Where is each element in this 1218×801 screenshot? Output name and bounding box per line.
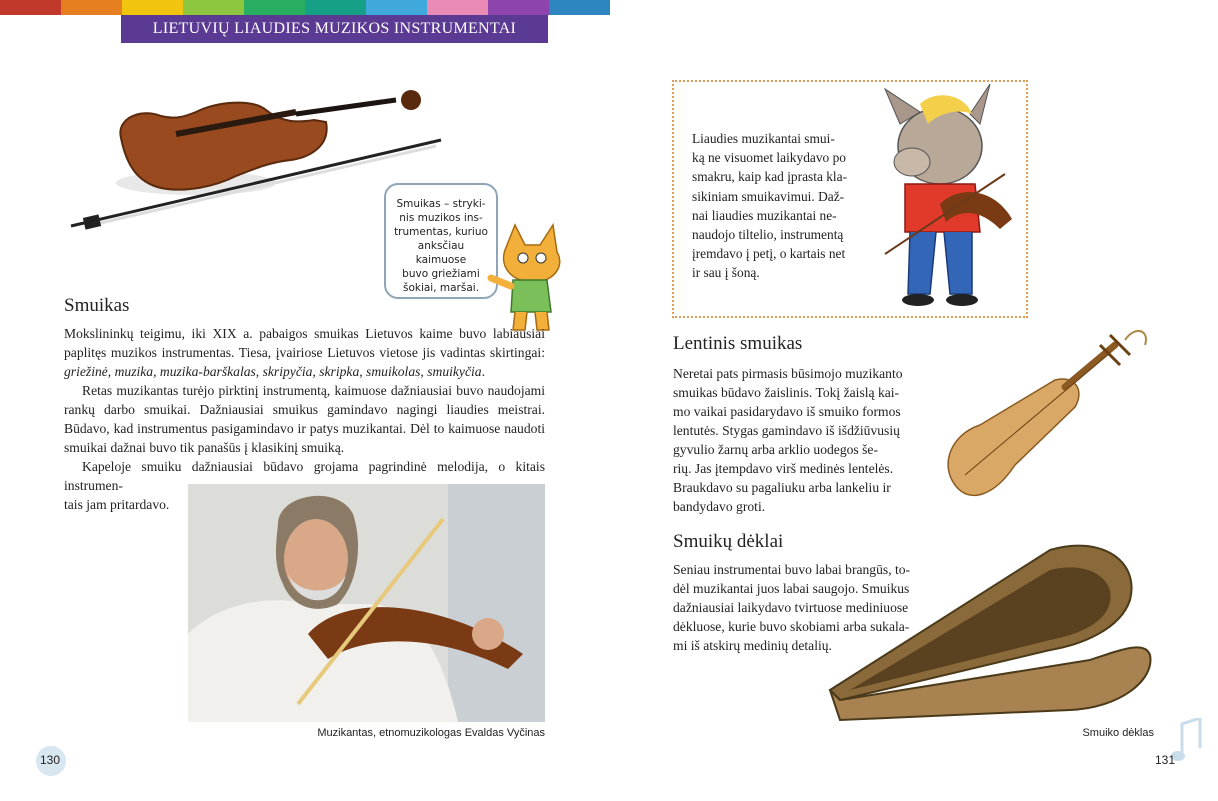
violin-case-illustration: [820, 540, 1160, 725]
text-line: dėl muzikantai juos labai saugojo. Smuikus: [673, 581, 910, 596]
text-line: mo vaikai pasidarydavo iš smuiko formos: [673, 404, 901, 419]
donkey-mascot-illustration: [880, 84, 1020, 314]
stripe-segment: [61, 0, 122, 15]
stripe-segment: [0, 0, 61, 15]
lentinis-text: [673, 364, 913, 516]
paragraph-end: .: [481, 364, 485, 379]
paragraph: Kapeloje smuiku dažniausiai būdavo grojama pagrindinė melodija, o kitais instrumen-: [64, 459, 545, 493]
stripe-segment: [488, 0, 549, 15]
section-heading-deklai: Smuikų dėklai: [673, 531, 784, 552]
note-line: naudojo tiltelio, instrumentą: [692, 227, 844, 243]
bubble-line: Smuikas – stryki-: [396, 198, 486, 210]
page-number-right: 131: [1155, 753, 1176, 767]
board-violin-illustration: [935, 325, 1155, 510]
note-line: įremdavo į petį, o kartais net: [692, 246, 846, 262]
text-line: gyvulio žarnų arba arklio uodegos še-: [673, 442, 878, 457]
section-heading-lentinis: Lentinis smuikas: [673, 333, 803, 354]
paragraph-continuation: tais jam pritardavo.: [64, 497, 170, 512]
text-line: Seniau instrumentai buvo labai brangūs, to-: [673, 562, 911, 577]
note-line: ką ne visuomet laikydavo po: [692, 150, 846, 166]
stripe-segment: [305, 0, 366, 15]
text-line: lentutės. Stygas gamindavo iš išdžiūvusių: [673, 423, 900, 438]
text-line: bandydavo groti.: [673, 499, 766, 514]
color-stripe: [0, 0, 610, 15]
bubble-line: trumentas, kuriuo: [394, 226, 488, 238]
bubble-line: šokiai, maršai.: [402, 282, 480, 294]
case-caption: Smuiko dėklas: [1082, 727, 1154, 739]
stripe-segment: [427, 0, 488, 15]
speech-bubble: [384, 183, 498, 299]
chapter-banner: LIETUVIŲ LIAUDIES MUZIKOS INSTRUMENTAI: [121, 15, 548, 43]
paragraph: Retas muzikantas turėjo pirktinį instrumentą, kaimuose dažniausiai buvo naudojami rankų darbo smuikai. Dažniausiai smuikus gamindavo nagingi liaudies meistrai. Būdavo, kad instrumentus pasigamindavo ir patys muzikantai. Dėl to kaimuose naudoti smuikai dažnai buvo tik panašūs į klasikinį smuiką.: [64, 383, 545, 455]
bubble-line: buvo griežiami: [402, 268, 480, 280]
instrument-names: griežinė, muzika, muzika-barškalas, skripyčia, skripka, smuikolas, smuikyčia: [64, 364, 482, 379]
stripe-segment: [366, 0, 427, 15]
music-note-icon: [1170, 718, 1204, 764]
note-text: [692, 129, 857, 283]
note-line: Liaudies muzikantai smui-: [692, 131, 835, 146]
bubble-line: nis muzikos ins-: [399, 212, 483, 224]
text-line: Neretai pats pirmasis būsimojo muzikanto: [673, 366, 903, 381]
section-heading-smuikas: Smuikas: [64, 295, 130, 316]
photo-caption: Muzikantas, etnomuzikologas Evaldas Vyčinas: [317, 727, 545, 739]
page-number-left: 130: [40, 753, 61, 767]
note-line: nai liaudies muzikantai ne-: [692, 207, 837, 223]
text-line: smuikas būdavo žaislinis. Tokį žaislą kai-: [673, 385, 900, 400]
cat-mascot-illustration: [485, 220, 575, 335]
musician-photo: [188, 484, 545, 722]
paragraph-text: Mokslininkų teigimu, iki XIX a. pabaigos smuikas Lietuvos kaime buvo labiausiai paplitęs muzikos instrumentas. Tiesa, įvairiose Lietuvos vietose jis vadintas skirtingai:: [64, 326, 545, 360]
note-line: smakru, kaip kad įprasta kla-: [692, 169, 848, 185]
stripe-segment: [122, 0, 183, 15]
text-line: dažniausiai laikydavo tvirtuose mediniuose: [673, 600, 909, 615]
text-line: rių. Jas įtempdavo virš medinės lentelės.: [673, 461, 894, 476]
note-line: ir sau į šoną.: [692, 265, 760, 281]
stripe-segment: [549, 0, 610, 15]
text-line: dėkluose, kurie buvo skobiami arba sukala-: [673, 619, 910, 634]
note-line: sikiniam smuikavimui. Daž-: [692, 188, 845, 204]
stripe-segment: [244, 0, 305, 15]
stripe-segment: [183, 0, 244, 15]
bubble-line: anksčiau kaimuose: [415, 240, 467, 266]
text-line: mi iš atskirų medinių detalių.: [673, 638, 832, 653]
text-line: Braukdavo su pagaliuku arba lankeliu ir: [673, 480, 891, 495]
paragraph: [64, 324, 545, 381]
